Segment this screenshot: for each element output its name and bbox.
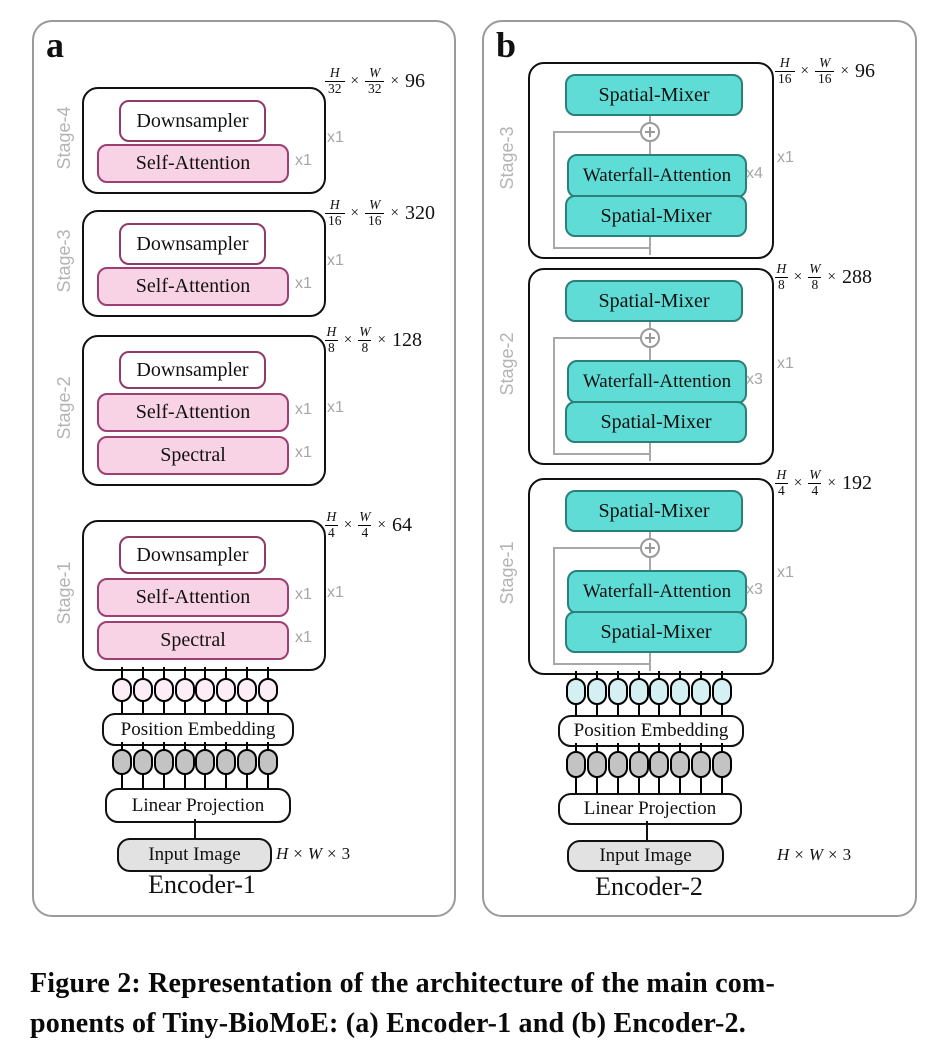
- times-sign: ×: [827, 268, 836, 285]
- stage-box-a1: [82, 520, 326, 671]
- spatial-mixer-block: [565, 401, 747, 443]
- repeat-label: x3: [746, 581, 763, 598]
- token-column: [649, 743, 669, 793]
- encoder-1-title: Encoder-1: [148, 870, 256, 899]
- dim-h: H: [276, 844, 289, 863]
- token-column: [712, 671, 732, 715]
- fraction: [808, 468, 821, 499]
- fraction: [325, 325, 338, 356]
- stage-dim-a3: [325, 198, 435, 229]
- token-row-embeddings-b: [566, 743, 732, 793]
- token-column: [133, 742, 153, 788]
- input-image-box-b: [567, 840, 724, 872]
- times-sign: ×: [343, 516, 353, 533]
- fraction: [325, 66, 345, 97]
- dim-w-den: 8: [808, 277, 821, 293]
- stage-dim-a2: [325, 325, 422, 356]
- stage-label-a-stage1: Stage-1: [54, 561, 74, 625]
- dim-h: H: [326, 324, 337, 339]
- times-sign: ×: [793, 268, 803, 285]
- token-column: [195, 742, 215, 788]
- skip-line: [553, 337, 640, 339]
- stage-repeat-a3: x1: [327, 252, 344, 269]
- skip-line: [553, 247, 651, 249]
- times-sign: ×: [350, 72, 359, 89]
- token-column: [712, 743, 732, 793]
- stage-label-a-stage2: Stage-2: [54, 376, 74, 440]
- spectral-label: Spectral: [160, 444, 226, 466]
- dim-h-den: 8: [775, 277, 788, 293]
- fraction: [325, 510, 338, 541]
- stage-box-b2: [528, 268, 774, 465]
- token-column: [587, 671, 607, 715]
- input-image-label: Input Image: [599, 845, 692, 866]
- waterfall-attention-block: [567, 154, 747, 198]
- dim-w-den: 16: [365, 213, 385, 229]
- token-column: [258, 667, 278, 713]
- dim-w-den: 4: [808, 483, 821, 499]
- stage-repeat-b2: x1: [777, 355, 794, 372]
- encoder-2-title: Encoder-2: [595, 872, 703, 901]
- dim-w: W: [809, 261, 821, 276]
- spatial-mixer-label: Spatial-Mixer: [598, 83, 710, 106]
- dim-h: H: [776, 467, 787, 482]
- token-column: [175, 742, 195, 788]
- times-sign: ×: [327, 844, 337, 863]
- stage-box-b1: [528, 478, 774, 675]
- repeat-label: x1: [295, 401, 312, 418]
- token-column: [587, 743, 607, 793]
- add-icon: [640, 122, 660, 142]
- spatial-mixer-label: Spatial-Mixer: [600, 620, 712, 643]
- dim-w: W: [307, 844, 323, 863]
- waterfall-attention-block: [567, 570, 747, 614]
- skip-line: [553, 453, 651, 455]
- stage-dim-b2: [775, 262, 872, 293]
- token-column: [566, 743, 586, 793]
- stage-label-a-stage3: Stage-3: [54, 229, 74, 293]
- spectral-block: [97, 436, 289, 475]
- dim-h: H: [777, 845, 790, 864]
- token-column: [691, 743, 711, 793]
- token-row-patches-a: [112, 667, 278, 713]
- token-row-patches-b: [566, 671, 732, 715]
- input-dim-a: [276, 844, 350, 864]
- dim-channels: 192: [841, 471, 872, 494]
- add-icon: [640, 328, 660, 348]
- token-column: [154, 667, 174, 713]
- dim-w-den: 32: [365, 81, 385, 97]
- stage-repeat-b1: x1: [777, 564, 794, 581]
- connector-line: [649, 558, 651, 570]
- dim-channels: 288: [841, 265, 872, 288]
- stage-label-b-stage3: Stage-3: [497, 126, 517, 190]
- dim-channels: 96: [404, 69, 425, 92]
- token-column: [691, 671, 711, 715]
- times-sign: ×: [293, 844, 303, 863]
- input-dim-b: [777, 845, 851, 865]
- skip-line: [553, 547, 555, 664]
- fraction: [808, 262, 821, 293]
- spatial-mixer-block: [565, 74, 743, 116]
- stage-repeat-a1: x1: [327, 584, 344, 601]
- repeat-label: x1: [295, 629, 312, 646]
- dim-w: W: [359, 324, 371, 339]
- dim-channels: 128: [391, 328, 422, 351]
- waterfall-attention-block: [567, 360, 747, 404]
- dim-h: H: [326, 509, 337, 524]
- spectral-block: [97, 621, 289, 660]
- repeat-label: x1: [295, 444, 312, 461]
- token-column: [670, 743, 690, 793]
- fraction: [365, 66, 385, 97]
- times-sign: ×: [827, 474, 836, 491]
- stage-box-a4: [82, 87, 326, 194]
- times-sign: ×: [377, 516, 386, 533]
- stage-repeat-a2: x1: [327, 399, 344, 416]
- dim-w: W: [359, 509, 371, 524]
- token-column: [133, 667, 153, 713]
- dim-w: W: [369, 197, 381, 212]
- linear-projection-label: Linear Projection: [583, 798, 717, 819]
- panel-a-letter: a: [46, 25, 64, 65]
- waterfall-attention-label: Waterfall-Attention: [582, 165, 732, 186]
- stage-label-b-stage1: Stage-1: [497, 541, 517, 605]
- times-sign: ×: [390, 204, 399, 221]
- stage-dim-b3: [775, 56, 875, 87]
- dim-w: W: [369, 65, 381, 80]
- self-attention-label: Self-Attention: [135, 152, 251, 174]
- caption-line-1: Figure 2: Representation of the architecture of the main com-: [30, 968, 775, 999]
- times-sign: ×: [390, 72, 399, 89]
- token-row-embeddings-a: [112, 742, 278, 788]
- stage-dim-a4: [325, 66, 425, 97]
- skip-line: [553, 663, 651, 665]
- fraction: [775, 56, 795, 87]
- times-sign: ×: [377, 331, 386, 348]
- downsampler-block: [119, 223, 266, 265]
- fraction: [358, 325, 371, 356]
- self-attention-label: Self-Attention: [135, 586, 251, 608]
- dim-h: H: [329, 197, 340, 212]
- repeat-label: x1: [295, 275, 312, 292]
- times-sign: ×: [793, 474, 803, 491]
- stage-label-b-stage2: Stage-2: [497, 332, 517, 396]
- repeat-label: x3: [746, 371, 763, 388]
- dim-channels: 3: [341, 844, 351, 863]
- position-embedding-label: Position Embedding: [120, 718, 276, 740]
- dim-w: W: [808, 845, 824, 864]
- downsampler-label: Downsampler: [136, 543, 249, 566]
- spectral-label: Spectral: [160, 629, 226, 651]
- spatial-mixer-block: [565, 611, 747, 653]
- token-column: [216, 742, 236, 788]
- dim-h-den: 4: [325, 525, 338, 541]
- input-image-box-a: [117, 838, 272, 872]
- dim-w: W: [819, 55, 831, 70]
- token-column: [258, 742, 278, 788]
- fraction: [775, 262, 788, 293]
- dim-channels: 320: [404, 201, 435, 224]
- waterfall-attention-label: Waterfall-Attention: [582, 371, 732, 392]
- spatial-mixer-label: Spatial-Mixer: [598, 289, 710, 312]
- spatial-mixer-block: [565, 490, 743, 532]
- fraction: [365, 198, 385, 229]
- downsampler-label: Downsampler: [136, 358, 249, 381]
- times-sign: ×: [343, 331, 353, 348]
- downsampler-label: Downsampler: [136, 109, 249, 132]
- repeat-label: x1: [295, 152, 312, 169]
- times-sign: ×: [350, 204, 359, 221]
- token-column: [216, 667, 236, 713]
- skip-line: [553, 131, 640, 133]
- spatial-mixer-block: [565, 280, 743, 322]
- repeat-label: x1: [295, 586, 312, 603]
- panel-b-letter: b: [496, 25, 517, 65]
- dim-h-den: 4: [775, 483, 788, 499]
- dim-h-den: 16: [325, 213, 345, 229]
- dim-h-den: 32: [325, 81, 345, 97]
- stage-repeat-b3: x1: [777, 149, 794, 166]
- token-column: [175, 667, 195, 713]
- self-attention-label: Self-Attention: [135, 401, 251, 423]
- fraction: [775, 468, 788, 499]
- token-column: [649, 671, 669, 715]
- position-embedding-label: Position Embedding: [573, 720, 729, 741]
- input-image-label: Input Image: [148, 844, 241, 865]
- add-icon: [640, 538, 660, 558]
- stage-box-a3: [82, 210, 326, 317]
- token-column: [237, 742, 257, 788]
- spatial-mixer-label: Spatial-Mixer: [598, 499, 710, 522]
- fraction: [815, 56, 835, 87]
- fraction: [358, 510, 371, 541]
- stage-box-a2: [82, 335, 326, 486]
- stage-repeat-a4: x1: [327, 129, 344, 146]
- token-column: [237, 667, 257, 713]
- dim-w-den: 16: [815, 71, 835, 87]
- self-attention-block: [97, 267, 289, 306]
- downsampler-block: [119, 536, 266, 574]
- token-column: [112, 667, 132, 713]
- token-column: [154, 742, 174, 788]
- linear-projection-box-b: [558, 793, 742, 825]
- times-sign: ×: [828, 845, 838, 864]
- self-attention-label: Self-Attention: [135, 275, 251, 297]
- self-attention-block: [97, 578, 289, 617]
- times-sign: ×: [800, 62, 809, 79]
- skip-line: [553, 131, 555, 248]
- self-attention-block: [97, 393, 289, 432]
- figure-caption: [30, 964, 910, 1044]
- token-column: [195, 667, 215, 713]
- skip-line: [553, 337, 555, 454]
- connector-line: [194, 819, 196, 838]
- dim-w: W: [809, 467, 821, 482]
- dim-h: H: [776, 261, 787, 276]
- token-column: [608, 671, 628, 715]
- connector-line: [646, 821, 648, 840]
- linear-projection-box-a: [105, 788, 291, 823]
- token-column: [608, 743, 628, 793]
- waterfall-attention-label: Waterfall-Attention: [582, 581, 732, 602]
- stage-dim-a1: [325, 510, 412, 541]
- connector-line: [649, 142, 651, 154]
- stage-box-b3: [528, 62, 774, 259]
- repeat-label: x4: [746, 165, 763, 182]
- dim-h-den: 16: [775, 71, 795, 87]
- linear-projection-label: Linear Projection: [131, 794, 265, 816]
- spatial-mixer-block: [565, 195, 747, 237]
- spatial-mixer-label: Spatial-Mixer: [600, 204, 712, 227]
- token-column: [112, 742, 132, 788]
- dim-channels: 64: [391, 513, 412, 536]
- fraction: [325, 198, 345, 229]
- dim-channels: 96: [854, 59, 875, 82]
- token-column: [566, 671, 586, 715]
- self-attention-block: [97, 144, 289, 183]
- dim-w-den: 8: [358, 340, 371, 356]
- caption-line-2: ponents of Tiny-BioMoE: (a) Encoder-1 and (b) Encoder-2.: [30, 1008, 746, 1039]
- token-column: [670, 671, 690, 715]
- stage-dim-b1: [775, 468, 872, 499]
- stage-label-a-stage4: Stage-4: [54, 106, 74, 170]
- downsampler-label: Downsampler: [136, 232, 249, 255]
- downsampler-block: [119, 100, 266, 142]
- token-column: [629, 671, 649, 715]
- downsampler-block: [119, 351, 266, 389]
- skip-line: [553, 547, 640, 549]
- dim-h: H: [779, 55, 790, 70]
- connector-line: [649, 348, 651, 360]
- dim-w-den: 4: [358, 525, 371, 541]
- token-column: [629, 743, 649, 793]
- times-sign: ×: [840, 62, 849, 79]
- spatial-mixer-label: Spatial-Mixer: [600, 410, 712, 433]
- dim-h-den: 8: [325, 340, 338, 356]
- dim-channels: 3: [842, 845, 852, 864]
- dim-h: H: [329, 65, 340, 80]
- times-sign: ×: [794, 845, 804, 864]
